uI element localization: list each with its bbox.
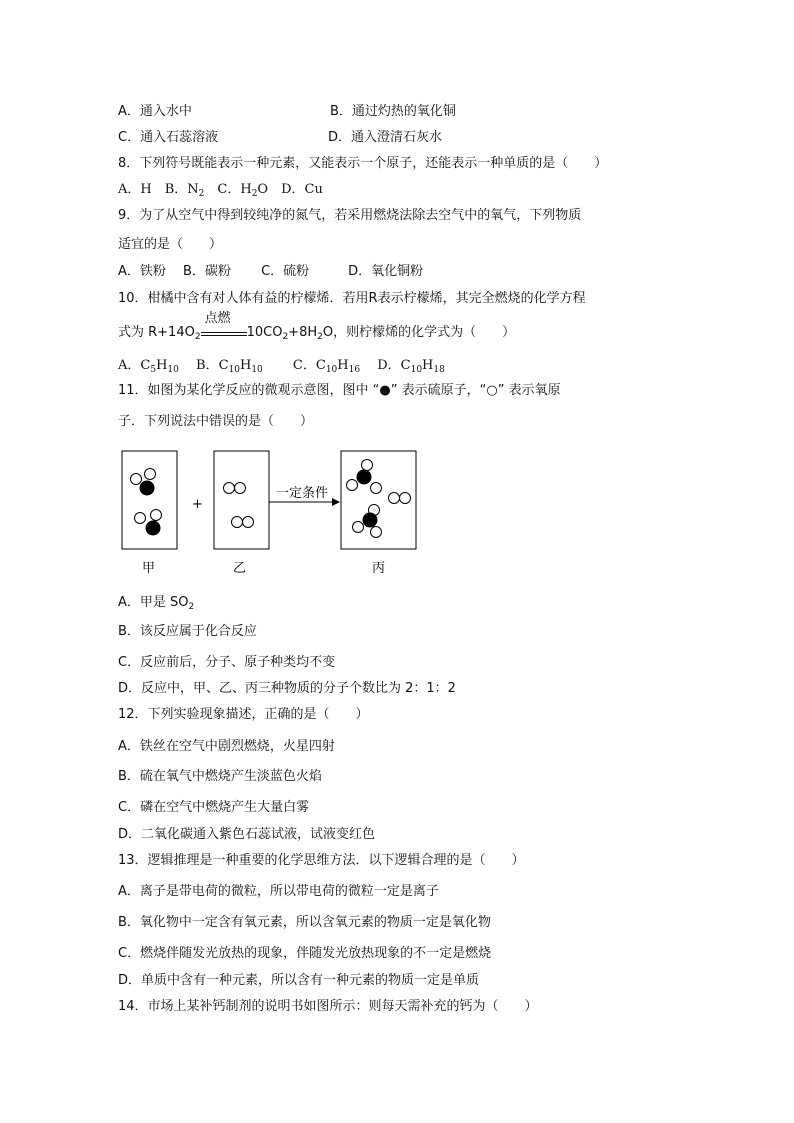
q12-option-a: A．铁丝在空气中剧烈燃烧，火星四射 (118, 739, 335, 754)
q8-stem: 8．下列符号既能表示一种元素，又能表示一个原子，还能表示一种单质的是（ ） (118, 156, 608, 171)
q11-stem-line1: 11．如图为某化学反应的微观示意图，图中 “●” 表示硫原子，“○” 表示氧原 (118, 383, 561, 398)
q11-option-b: B．该反应属于化合反应 (118, 624, 257, 639)
molecule-o2-2 (232, 517, 254, 528)
q13-option-b: B．氧化物中一定含有氧元素，所以含氧元素的物质一定是氧化物 (118, 915, 491, 930)
arrow-head (332, 498, 340, 506)
q7-option-c: C．通入石蕊溶液 (118, 130, 219, 145)
q10-equation: 式为 $R+14O_2$ 点燃 $10CO_2+8H_2O$，则柠檬烯的化学式为（ ） (118, 311, 516, 342)
q11-stem-line2: 子．下列说法中错误的是（ ） (118, 414, 314, 429)
q13-option-a: A．离子是带电荷的微粒，所以带电荷的微粒一定是离子 (118, 884, 439, 899)
q7-option-a: A．通入水中 (118, 104, 192, 119)
q12-option-c: C．磷在空气中燃烧产生大量白雾 (118, 800, 310, 815)
molecule-so3-1 (347, 460, 382, 494)
molecule-so2-2 (135, 510, 162, 536)
q13-option-c: C．燃烧伴随发光放热的现象，伴随发光放热现象的不一定是燃烧 (118, 946, 492, 961)
arrow-condition-label: 一定条件 (276, 486, 329, 501)
molecule-o2-1 (224, 483, 246, 494)
q12-option-d: D．二氧化碳通入紫色石蕊试液，试液变红色 (118, 827, 376, 842)
label-yi: 乙 (233, 561, 247, 576)
q10-condition: 点燃 (204, 311, 231, 326)
molecule-so3-2 (353, 505, 382, 538)
q13-option-d: D．单质中含有一种元素，所以含有一种元素的物质一定是单质 (118, 973, 480, 988)
q11-option-d: D．反应中，甲、乙、丙三种物质的分子个数比为 2：1：2 (118, 681, 456, 696)
box-yi (214, 451, 269, 549)
plus-sign: + (192, 497, 203, 512)
q12-stem: 12．下列实验现象描述，正确的是（ ） (118, 707, 369, 722)
q9-stem-line1: 9．为了从空气中得到较纯净的氮气，若采用燃烧法除去空气中的氧气，下列物质 (118, 208, 582, 223)
q10-options: A．$C_5H_{10}$ B．$C_{10}H_{10}$ C．$C_{10}H_{16}$ D．$C_{10}H_{18}$ (118, 358, 445, 375)
label-jia: 甲 (142, 561, 156, 576)
q9-options: A．铁粉 B．碳粉 C．硫粉 D．氧化铜粉 (118, 264, 424, 279)
q11-option-c: C．反应前后，分子、原子种类均不变 (118, 655, 336, 670)
q7-option-b: B．通过灼热的氧化铜 (330, 104, 456, 119)
q7-option-d: D．通入澄清石灰水 (328, 130, 443, 145)
q11-option-a: A．甲是 $SO_2$ (118, 595, 195, 612)
q9-stem-line2: 适宜的是（ ） (118, 237, 223, 252)
q13-stem: 13．逻辑推理是一种重要的化学思维方法．以下逻辑合理的是（ ） (118, 853, 525, 868)
q8-options: A．H B．$N_2$ C．$H_2O$ D．Cu (118, 182, 323, 199)
q10-stem-line1: 10．柑橘中含有对人体有益的柠檬烯．若用R表示柠檬烯，其完全燃烧的化学方程 (118, 291, 586, 306)
label-bing: 丙 (372, 561, 386, 576)
q12-option-b: B．硫在氧气中燃烧产生淡蓝色火焰 (118, 769, 322, 784)
molecule-o2-excess (389, 493, 411, 504)
molecule-so2-1 (131, 469, 156, 496)
q14-stem: 14．市场上某补钙制剂的说明书如图所示：则每天需补充的钙为（ ） (118, 999, 538, 1014)
